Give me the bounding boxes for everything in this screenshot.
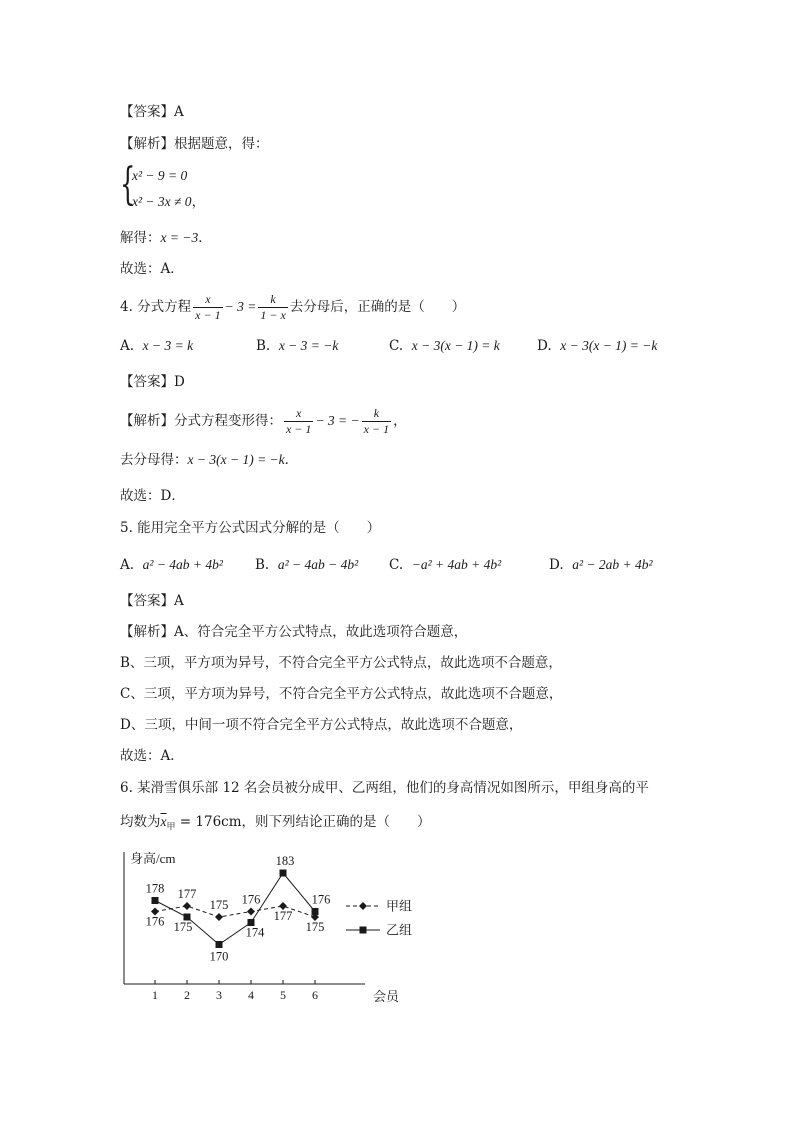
mean-subscript: 甲 [166,822,176,833]
fraction-denominator: 1 − x [260,308,286,322]
clear-tail: ． [284,452,299,468]
option-expr: a² − 4ab + 4b² [142,557,223,572]
data-label: 183 [275,854,295,868]
legend-label: 乙组 [386,922,413,938]
data-label: 175 [209,898,229,912]
fraction-numerator: k [362,406,391,422]
diamond-marker [183,902,191,910]
fraction-numerator: x [193,292,222,308]
square-marker [152,897,159,904]
q4-stem-prefix: 4. 分式方程 [120,299,192,315]
option-letter: A. [120,338,135,354]
data-label: 176 [241,892,261,907]
square-marker [280,870,287,877]
square-marker [216,941,223,948]
q5-option-b [255,555,358,575]
q4-option-b [256,336,338,356]
q5-analysis-line: C、三项，平方项为异号，不符合完全平方公式特点，故此选项不合题意， [120,686,563,702]
x-tick-label: 4 [248,988,254,1002]
q5-answer: 【答案】A [120,593,184,609]
diamond-marker [215,913,223,921]
x-axis-label: 会员 [373,989,400,1004]
q3-answer: 【答案】A [120,104,184,120]
q4-analysis-prefix: 【解析】分式方程变形得： [120,413,282,429]
data-label: 176 [311,892,331,907]
q5-analysis-line: 【解析】A、符合完全平方公式特点，故此选项符合题意， [120,624,468,640]
left-brace: { [120,159,136,210]
system-line-1: x² − 9 = 0 [132,168,188,183]
q4-stem [120,290,465,324]
fraction-denominator: x − 1 [286,422,312,436]
fraction-numerator: x [284,406,313,422]
q5-stem: 5. 能用完全平方公式因式分解的是（ ） [120,520,381,536]
q6-stem-suffix: ，则下列结论正确的是（ ） [241,814,431,830]
fraction-denominator: x − 1 [195,308,221,322]
square-marker [312,908,319,915]
q4-fraction-1 [193,292,222,323]
solve-expr: x = −3 [160,230,199,245]
q5-analysis-line: B、三项，平方项为异号，不符合完全平方公式特点，故此选项不合题意， [120,655,562,671]
option-expr: x − 3(x − 1) = k [411,338,500,353]
chart-series [146,854,331,964]
q3-solve [120,228,212,248]
data-label: 175 [305,920,325,934]
x-tick-label: 5 [280,988,286,1002]
data-label: 170 [209,949,229,964]
fraction-denominator: x − 1 [363,422,390,436]
system-tail: ， [191,194,206,210]
q4-clear-denominator [120,450,298,470]
mean-symbol: $\overline{x}$ [160,814,167,829]
option-expr: a² − 4ab − 4b² [277,557,359,572]
q4-analysis-fraction-2 [362,406,391,437]
chart-legend [346,899,412,938]
q6-stem-eq: = 176cm [175,814,242,830]
q6-stem-line-2 [120,812,431,838]
clear-label: 去分母得： [120,452,188,468]
q4-option-a [120,336,193,356]
option-expr: a² − 2ab + 4b² [572,557,653,572]
legend-label: 甲组 [386,898,413,914]
q3-choose: 故选：A． [120,261,184,277]
diamond-marker [247,908,255,916]
x-tick-label: 1 [152,988,158,1002]
q4-option-c [389,336,500,356]
q6-stem-line-1: 6. 某滑雪俱乐部 12 名会员被分成甲、乙两组，他们的身高情况如图所示，甲组身高的平 [120,780,649,796]
fraction-numerator: k [258,292,287,308]
system-line-2: x² − 3x ≠ 0 [132,194,192,209]
data-label: 175 [173,920,193,934]
y-axis-label: 身高/cm [130,851,176,866]
option-letter: C. [389,557,404,573]
q5-choose: 故选：A． [120,748,184,764]
x-tick-label: 2 [184,988,190,1002]
q5-analysis-line: D、三项，中间一项不符合完全平方公式特点，故此选项不合题意， [120,717,523,733]
q5-option-d [549,555,653,575]
q4-fraction-2 [258,292,287,323]
data-label: 174 [245,925,265,940]
option-letter: B. [255,557,270,573]
square-marker [360,927,367,934]
data-label: 177 [177,887,197,901]
data-label: 178 [145,881,165,896]
option-letter: B. [256,338,271,354]
solve-label: 解得： [120,230,161,246]
clear-expr: x − 3(x − 1) = −k [187,452,285,467]
q4-minus3: − 3 = [224,299,257,314]
option-letter: C. [389,338,404,354]
q4-analysis-fraction-1 [284,406,313,437]
q4-analysis [120,404,407,438]
q5-option-c [389,555,501,575]
system-line-2-wrap [132,190,205,210]
q4-choose: 故选：D． [120,488,185,504]
q4-analysis-mid: − 3 = − [315,413,360,428]
q6-stem-prefix: 均数为 [120,814,161,830]
data-label: 177 [273,909,293,923]
x-tick-label: 3 [216,988,222,1002]
q4-analysis-tail: ， [393,413,407,429]
q4-option-d [537,336,657,356]
height-line-chart [110,842,420,1012]
option-expr: −a² + 4ab + 4b² [411,557,502,572]
option-expr: x − 3 = k [142,338,194,353]
data-label: 176 [145,914,165,929]
diamond-marker [359,902,367,910]
q3-analysis-intro: 【解析】根据题意，得： [120,136,269,152]
option-letter: D. [549,557,564,573]
q4-stem-suffix: 去分母后，正确的是（ ） [289,299,466,315]
x-tick-label: 6 [312,988,318,1002]
option-expr: x − 3 = −k [278,338,339,353]
q4-answer: 【答案】D [120,374,185,390]
solve-tail: ． [198,230,212,246]
option-letter: D. [537,338,552,354]
q5-option-a [120,555,223,575]
option-letter: A. [120,557,135,573]
option-expr: x − 3(x − 1) = −k [560,338,658,353]
